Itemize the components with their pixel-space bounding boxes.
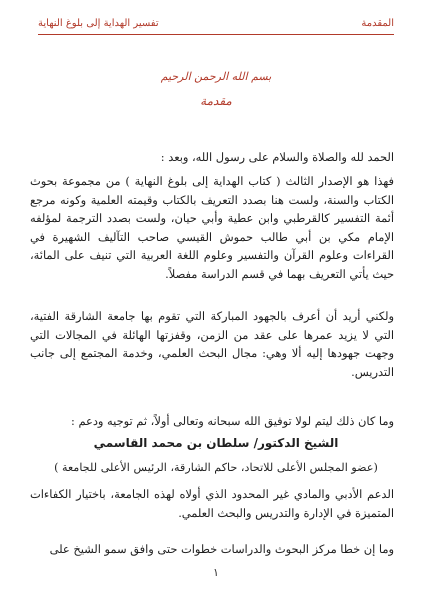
- basmala-calligraphy: بسم الله الرحمن الرحيم: [160, 70, 272, 83]
- header-book-title: تفسير الهداية إلى بلوغ النهاية: [38, 18, 159, 29]
- running-header: [38, 14, 394, 35]
- paragraph-book-intro: فهذا هو الإصدار الثالث ( كتاب الهداية إلى بلوغ النهاية ) من مجموعة بحوث الكتاب والسنة، ولست هنا بصدد التعريف بالكتاب وقيمته العلمية وكونه مرجع أئمة التفسير كالقرطبي وابن عطية وأبي حيان، ولست بصدد الترجمة لمؤلفه الإمام مكي بن أبي طالب حموش القيسي صاحب التآليف الشهيرة في القراءات وعلوم القرآن والتفسير وعلوم اللغة العربية التي تنيف على المائة، حيث يأتي التعريف بهما في قسم الدراسة مفصلاً.: [30, 174, 394, 281]
- paragraph-research-center: وما إن خطا مركز البحوث والدراسات خطوات حتى وافق سمو الشيخ على: [49, 542, 394, 556]
- page-number: ١: [213, 566, 219, 579]
- page-title: مقدمة: [200, 94, 232, 108]
- paragraph-patron-support: الدعم الأدبي والمادي غير المحدود الذي أولاه لهذه الجامعة، باختيار الكفاءات المتميزة في الإدارة والتدريس والبحث العلمي.: [30, 487, 394, 520]
- patron-name: الشيخ الدكتور/ سلطان بن محمد القاسمي: [93, 436, 339, 450]
- paragraph-university: ولكني أريد أن أعرف بالجهود المباركة التي تقوم بها جامعة الشارقة الفتية، التي لا يزيد عمرها على عقد من الزمن، وقفزتها الهائلة في المجالات التي وجهت جهودها إليه ألا وهي: مجال البحث العلمي، وخدمة المجتمع إلى جانب التدريس.: [30, 309, 394, 379]
- header-section-title: المقدمة: [361, 18, 394, 29]
- paragraph-support: وما كان ذلك ليتم لولا توفيق الله سبحانه وتعالى أولاً، ثم توجيه ودعم :: [71, 414, 394, 428]
- patron-role: (عضو المجلس الأعلى للاتحاد، حاكم الشارقة، الرئيس الأعلى للجامعة ): [54, 461, 378, 474]
- paragraph-opening: الحمد لله والصلاة والسلام على رسول الله، وبعد :: [160, 150, 394, 164]
